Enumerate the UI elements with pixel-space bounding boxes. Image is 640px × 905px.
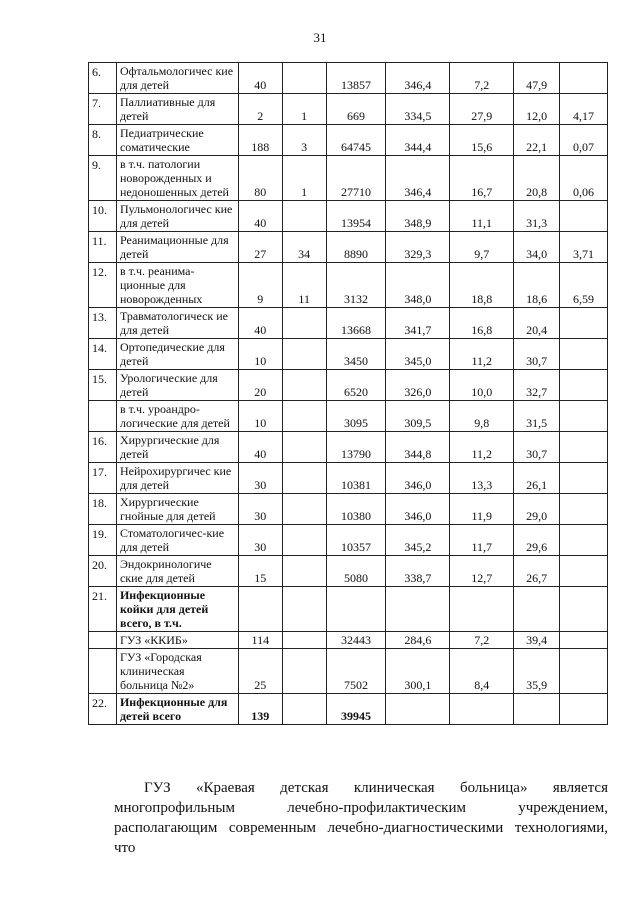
row-number-cell: 20. [89,556,117,587]
row-number-cell: 8. [89,125,117,156]
value-cell: 6,59 [560,263,608,308]
value-cell: 39,4 [514,632,560,649]
table-row [89,494,608,525]
value-cell: 346,0 [386,463,450,494]
value-cell [514,587,560,632]
value-cell: 32,7 [514,370,560,401]
value-cell: 3132 [326,263,386,308]
value-cell: 326,0 [386,370,450,401]
value-cell [238,587,282,632]
bed-profile-cell: в т.ч. уроандро-логические для детей [116,401,238,432]
row-number-cell: 9. [89,156,117,201]
value-cell: 27 [238,232,282,263]
bed-profile-cell: Реанимационные для детей [116,232,238,263]
value-cell: 31,3 [514,201,560,232]
value-cell: 341,7 [386,308,450,339]
bed-profile-cell: Пульмонологичес кие для детей [116,201,238,232]
row-number-cell [89,649,117,694]
body-paragraph [114,778,608,858]
value-cell [282,401,326,432]
bed-profile-cell: Стоматологичес-кие для детей [116,525,238,556]
value-cell: 11,1 [450,201,514,232]
value-cell: 30 [238,463,282,494]
value-cell: 12,0 [514,94,560,125]
value-cell [386,694,450,725]
value-cell: 32443 [326,632,386,649]
table-row [89,649,608,694]
value-cell [560,339,608,370]
value-cell: 7,2 [450,63,514,94]
value-cell: 3,71 [560,232,608,263]
value-cell [282,525,326,556]
table-row [89,401,608,432]
paragraph-line-2: многопрофильным лечебно-профилактическим учреждением, [114,800,608,816]
bed-profile-cell: Урологические для детей [116,370,238,401]
row-number-cell: 11. [89,232,117,263]
value-cell [282,587,326,632]
value-cell: 13668 [326,308,386,339]
value-cell: 345,2 [386,525,450,556]
value-cell: 344,8 [386,432,450,463]
value-cell: 3450 [326,339,386,370]
table-row [89,556,608,587]
value-cell: 20,8 [514,156,560,201]
value-cell: 3095 [326,401,386,432]
value-cell: 40 [238,432,282,463]
bed-profile-cell: Педиатрические соматические [116,125,238,156]
value-cell: 6520 [326,370,386,401]
value-cell: 11,7 [450,525,514,556]
value-cell: 12,7 [450,556,514,587]
value-cell: 34 [282,232,326,263]
paragraph-line-1: ГУЗ «Краевая детская клиническая больница» является [144,780,608,796]
value-cell: 18,6 [514,263,560,308]
value-cell: 29,0 [514,494,560,525]
row-number-cell: 12. [89,263,117,308]
value-cell: 1 [282,94,326,125]
table-row [89,463,608,494]
value-cell [282,339,326,370]
value-cell: 30,7 [514,432,560,463]
value-cell: 5080 [326,556,386,587]
value-cell: 669 [326,94,386,125]
value-cell [282,308,326,339]
value-cell [560,308,608,339]
value-cell: 346,0 [386,494,450,525]
value-cell: 16,8 [450,308,514,339]
table-row [89,370,608,401]
value-cell: 346,4 [386,156,450,201]
row-number-cell: 17. [89,463,117,494]
value-cell [282,432,326,463]
value-cell: 10381 [326,463,386,494]
value-cell [282,463,326,494]
value-cell: 348,0 [386,263,450,308]
value-cell [326,587,386,632]
bed-profile-cell: ГУЗ «Городская клиническая больница №2» [116,649,238,694]
value-cell: 348,9 [386,201,450,232]
value-cell: 27710 [326,156,386,201]
value-cell: 284,6 [386,632,450,649]
value-cell: 35,9 [514,649,560,694]
table-row [89,63,608,94]
row-number-cell: 14. [89,339,117,370]
value-cell: 22,1 [514,125,560,156]
value-cell: 344,4 [386,125,450,156]
value-cell: 39945 [326,694,386,725]
value-cell: 27,9 [450,94,514,125]
value-cell [560,494,608,525]
bed-profile-cell: Ортопедические для детей [116,339,238,370]
value-cell: 15,6 [450,125,514,156]
value-cell: 11 [282,263,326,308]
value-cell [282,649,326,694]
value-cell [282,201,326,232]
row-number-cell: 16. [89,432,117,463]
table-row [89,694,608,725]
value-cell: 10357 [326,525,386,556]
table-row [89,632,608,649]
value-cell [560,463,608,494]
value-cell: 345,0 [386,339,450,370]
row-number-cell: 10. [89,201,117,232]
value-cell: 20,4 [514,308,560,339]
bed-profile-cell: Паллиативные для детей [116,94,238,125]
row-number-cell: 22. [89,694,117,725]
value-cell [514,694,560,725]
row-number-cell [89,401,117,432]
value-cell: 11,9 [450,494,514,525]
row-number-cell: 13. [89,308,117,339]
value-cell: 114 [238,632,282,649]
row-number-cell: 19. [89,525,117,556]
value-cell [560,201,608,232]
value-cell: 64745 [326,125,386,156]
row-number-cell: 21. [89,587,117,632]
value-cell: 0,07 [560,125,608,156]
value-cell: 4,17 [560,94,608,125]
bed-profile-cell: Хирургические для детей [116,432,238,463]
value-cell: 20 [238,370,282,401]
value-cell: 338,7 [386,556,450,587]
value-cell [560,370,608,401]
value-cell: 13,3 [450,463,514,494]
bed-profile-cell: Инфекционные койки для детей всего, в т.ч. [116,587,238,632]
bed-profile-cell: в т.ч. реанима-ционные для новорожденных [116,263,238,308]
table-row [89,339,608,370]
value-cell [282,632,326,649]
value-cell: 139 [238,694,282,725]
value-cell [450,694,514,725]
table-body [89,63,608,725]
row-number-cell [89,632,117,649]
row-number-cell: 15. [89,370,117,401]
value-cell [282,63,326,94]
value-cell: 2 [238,94,282,125]
value-cell: 15 [238,556,282,587]
value-cell: 11,2 [450,339,514,370]
value-cell: 0,06 [560,156,608,201]
table-row [89,432,608,463]
value-cell: 8,4 [450,649,514,694]
bed-profile-cell: Нейрохирургичес кие для детей [116,463,238,494]
paragraph-line-3: располагающим современным лечебно-диагностическими технологиями, что [114,820,608,856]
value-cell: 80 [238,156,282,201]
value-cell: 300,1 [386,649,450,694]
value-cell: 9,8 [450,401,514,432]
value-cell: 9,7 [450,232,514,263]
value-cell: 30,7 [514,339,560,370]
bed-profile-cell: ГУЗ «ККИБ» [116,632,238,649]
value-cell: 8890 [326,232,386,263]
value-cell: 1 [282,156,326,201]
value-cell [560,694,608,725]
value-cell: 10 [238,339,282,370]
value-cell: 346,4 [386,63,450,94]
value-cell: 40 [238,308,282,339]
value-cell [282,370,326,401]
value-cell: 47,9 [514,63,560,94]
value-cell: 13954 [326,201,386,232]
value-cell [560,401,608,432]
value-cell: 329,3 [386,232,450,263]
value-cell: 188 [238,125,282,156]
value-cell: 7,2 [450,632,514,649]
table-row [89,94,608,125]
value-cell [560,556,608,587]
value-cell [560,63,608,94]
value-cell: 11,2 [450,432,514,463]
value-cell: 16,7 [450,156,514,201]
bed-profile-cell: в т.ч. патологии новорожденных и недоношенных детей [116,156,238,201]
value-cell [386,587,450,632]
value-cell: 40 [238,63,282,94]
value-cell [560,525,608,556]
value-cell: 31,5 [514,401,560,432]
value-cell [282,494,326,525]
value-cell [560,587,608,632]
table-row [89,308,608,339]
value-cell: 30 [238,525,282,556]
value-cell: 3 [282,125,326,156]
table-row [89,232,608,263]
value-cell: 9 [238,263,282,308]
value-cell [560,432,608,463]
bed-profile-cell: Офтальмологичес кие для детей [116,63,238,94]
value-cell: 10380 [326,494,386,525]
table-row [89,587,608,632]
table-row [89,156,608,201]
hospital-beds-table [88,62,608,725]
value-cell: 26,7 [514,556,560,587]
value-cell: 7502 [326,649,386,694]
value-cell: 26,1 [514,463,560,494]
value-cell: 18,8 [450,263,514,308]
value-cell: 40 [238,201,282,232]
value-cell: 10,0 [450,370,514,401]
row-number-cell: 6. [89,63,117,94]
bed-profile-cell: Хирургические гнойные для детей [116,494,238,525]
table-row [89,125,608,156]
value-cell: 34,0 [514,232,560,263]
value-cell: 13790 [326,432,386,463]
bed-profile-cell: Эндокринологиче ские для детей [116,556,238,587]
value-cell [282,556,326,587]
value-cell: 309,5 [386,401,450,432]
table-row [89,201,608,232]
value-cell [450,587,514,632]
value-cell: 30 [238,494,282,525]
value-cell: 334,5 [386,94,450,125]
value-cell [560,632,608,649]
value-cell: 10 [238,401,282,432]
value-cell: 13857 [326,63,386,94]
table-row [89,263,608,308]
row-number-cell: 7. [89,94,117,125]
value-cell [560,649,608,694]
table-row [89,525,608,556]
value-cell: 25 [238,649,282,694]
bed-profile-cell: Инфекционные для детей всего [116,694,238,725]
value-cell: 29,6 [514,525,560,556]
page-number: 31 [313,30,327,45]
bed-profile-cell: Травматологическ ие для детей [116,308,238,339]
value-cell [282,694,326,725]
row-number-cell: 18. [89,494,117,525]
